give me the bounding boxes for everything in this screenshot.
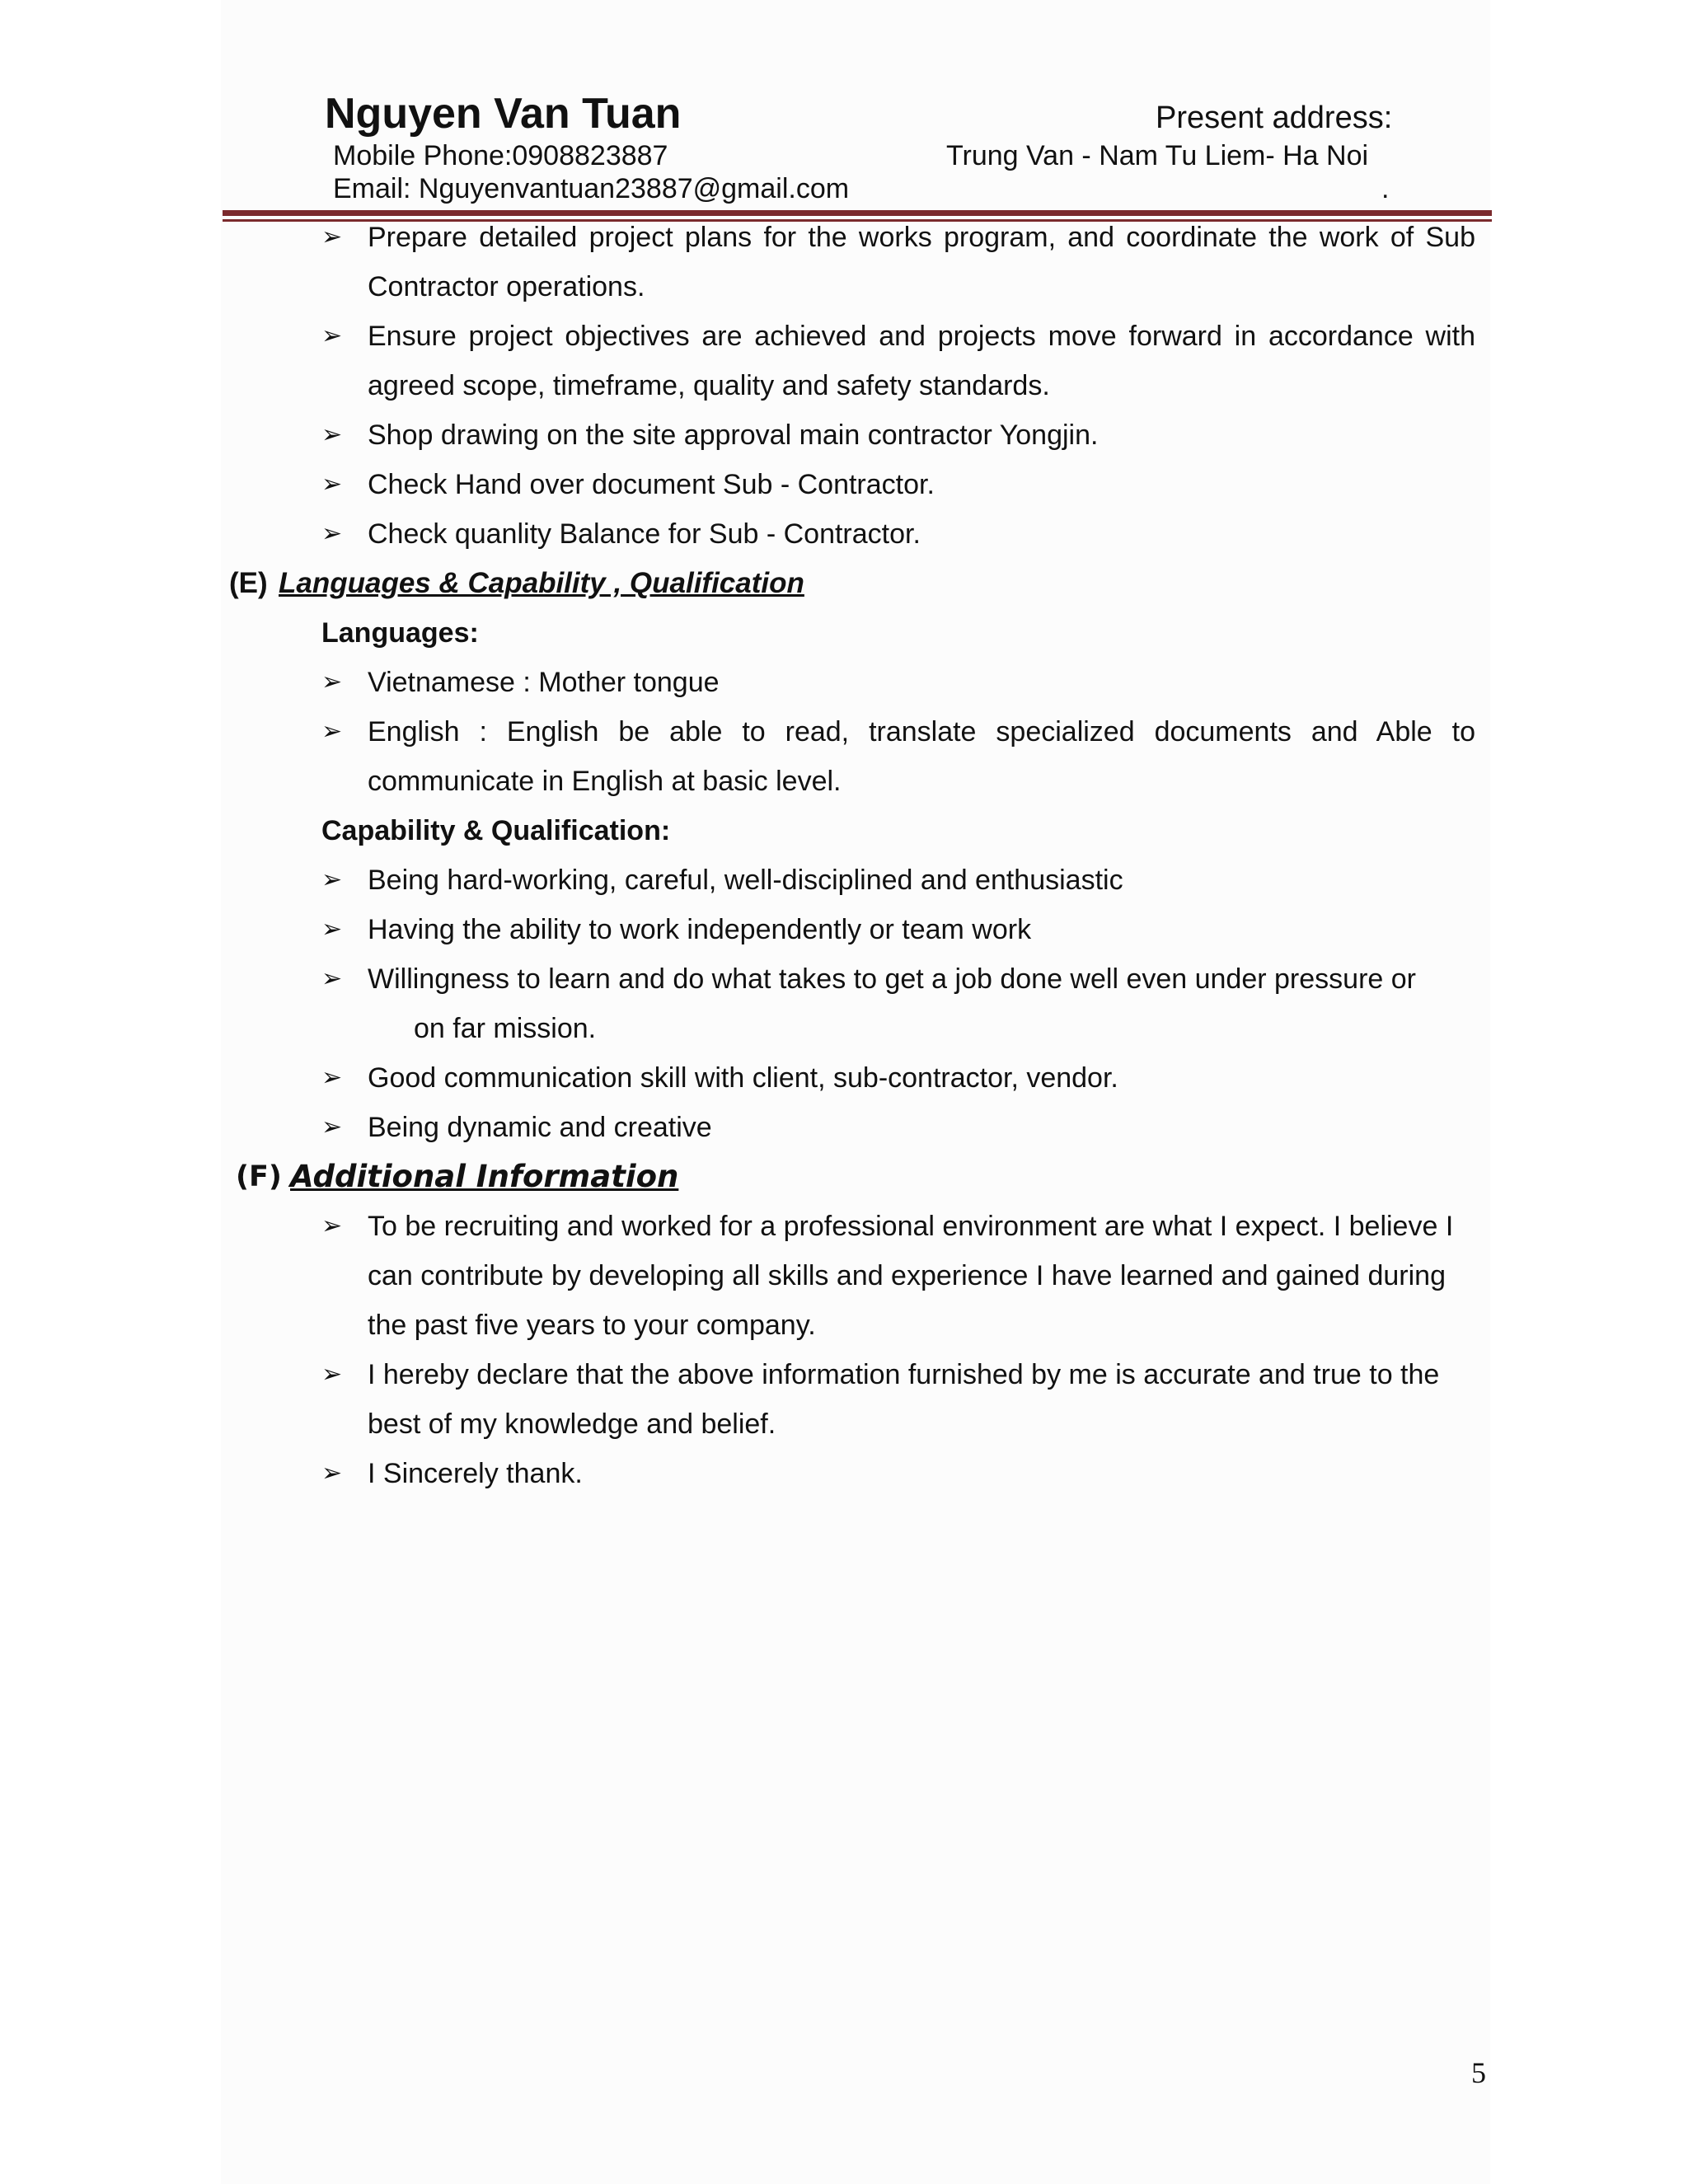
arrow-bullet-icon: ➢ bbox=[321, 865, 343, 894]
candidate-name: Nguyen Van Tuan bbox=[325, 90, 682, 138]
list-item: ➢ I hereby declare that the above information furnished by me is accurate and true to the best of my knowledge and belief. bbox=[223, 1350, 1492, 1449]
list-item: ➢ Good communication skill with client, sub-contractor, vendor. bbox=[223, 1053, 1492, 1103]
list-item: ➢ Check quanlity Balance for Sub - Contractor. bbox=[223, 509, 1492, 559]
section-title: Languages & Capability , Qualification bbox=[279, 567, 804, 599]
capability-heading: Capability & Qualification: bbox=[321, 815, 671, 846]
intro-bullet-list bbox=[223, 213, 1492, 559]
address-period: . bbox=[1381, 173, 1390, 204]
capability-list bbox=[223, 855, 1492, 1152]
list-item: ➢ Check Hand over document Sub - Contractor. bbox=[223, 460, 1492, 509]
arrow-bullet-icon: ➢ bbox=[321, 1212, 343, 1240]
list-item: ➢ Prepare detailed project plans for the works program, and coordinate the work of Sub Contractor operations. bbox=[223, 213, 1492, 312]
list-item: ➢ Vietnamese : Mother tongue bbox=[223, 658, 1492, 707]
mobile-phone: Mobile Phone:0908823887 bbox=[333, 140, 668, 171]
section-letter: (F) bbox=[236, 1160, 282, 1193]
arrow-bullet-icon: ➢ bbox=[321, 668, 343, 696]
section-title: Additional Information bbox=[290, 1159, 679, 1194]
arrow-bullet-icon: ➢ bbox=[321, 1459, 343, 1488]
list-item: ➢ Ensure project objectives are achieved and projects move forward in accordance with agreed scope, timeframe, quality and safety standards. bbox=[223, 312, 1492, 410]
arrow-bullet-icon: ➢ bbox=[321, 1360, 343, 1389]
page-number: 5 bbox=[1471, 2056, 1486, 2089]
languages-heading: Languages: bbox=[321, 617, 479, 649]
list-item: ➢ I Sincerely thank. bbox=[223, 1449, 1492, 1498]
additional-info-list bbox=[223, 1202, 1492, 1498]
email-address: Email: Nguyenvantuan23887@gmail.com bbox=[333, 173, 850, 204]
arrow-bullet-icon: ➢ bbox=[321, 717, 343, 746]
list-item: ➢ Being hard-working, careful, well-disciplined and enthusiastic bbox=[223, 855, 1492, 905]
list-item: ➢ Willingness to learn and do what takes to get a job done well even under pressure or on far mission. bbox=[223, 954, 1492, 1053]
arrow-bullet-icon: ➢ bbox=[321, 964, 343, 993]
present-address: Trung Van - Nam Tu Liem- Ha Noi bbox=[946, 140, 1369, 171]
arrow-bullet-icon: ➢ bbox=[321, 915, 343, 944]
arrow-bullet-icon: ➢ bbox=[321, 223, 343, 251]
arrow-bullet-icon: ➢ bbox=[321, 519, 343, 548]
section-heading-e bbox=[223, 559, 1492, 608]
arrow-bullet-icon: ➢ bbox=[321, 420, 343, 449]
list-item: ➢ Shop drawing on the site approval main contractor Yongjin. bbox=[223, 410, 1492, 460]
present-address-label: Present address: bbox=[1156, 101, 1393, 135]
resume-body bbox=[223, 213, 1492, 1498]
list-item: ➢ Having the ability to work independently or team work bbox=[223, 905, 1492, 954]
continuation-text: on far mission. bbox=[414, 1013, 597, 1044]
arrow-bullet-icon: ➢ bbox=[321, 1063, 343, 1092]
list-item: ➢ English : English be able to read, translate specialized documents and Able to communicate in English at basic level. bbox=[223, 707, 1492, 806]
section-heading-f bbox=[223, 1152, 1492, 1202]
list-item: ➢ To be recruiting and worked for a professional environment are what I expect. I believe I can contribute by developing all skills and experience I have learned and gained during the past five years to your company. bbox=[223, 1202, 1492, 1350]
section-letter: (E) bbox=[229, 567, 268, 599]
arrow-bullet-icon: ➢ bbox=[321, 470, 343, 499]
languages-list bbox=[223, 658, 1492, 806]
arrow-bullet-icon: ➢ bbox=[321, 321, 343, 350]
list-item: ➢ Being dynamic and creative bbox=[223, 1103, 1492, 1152]
arrow-bullet-icon: ➢ bbox=[321, 1113, 343, 1141]
